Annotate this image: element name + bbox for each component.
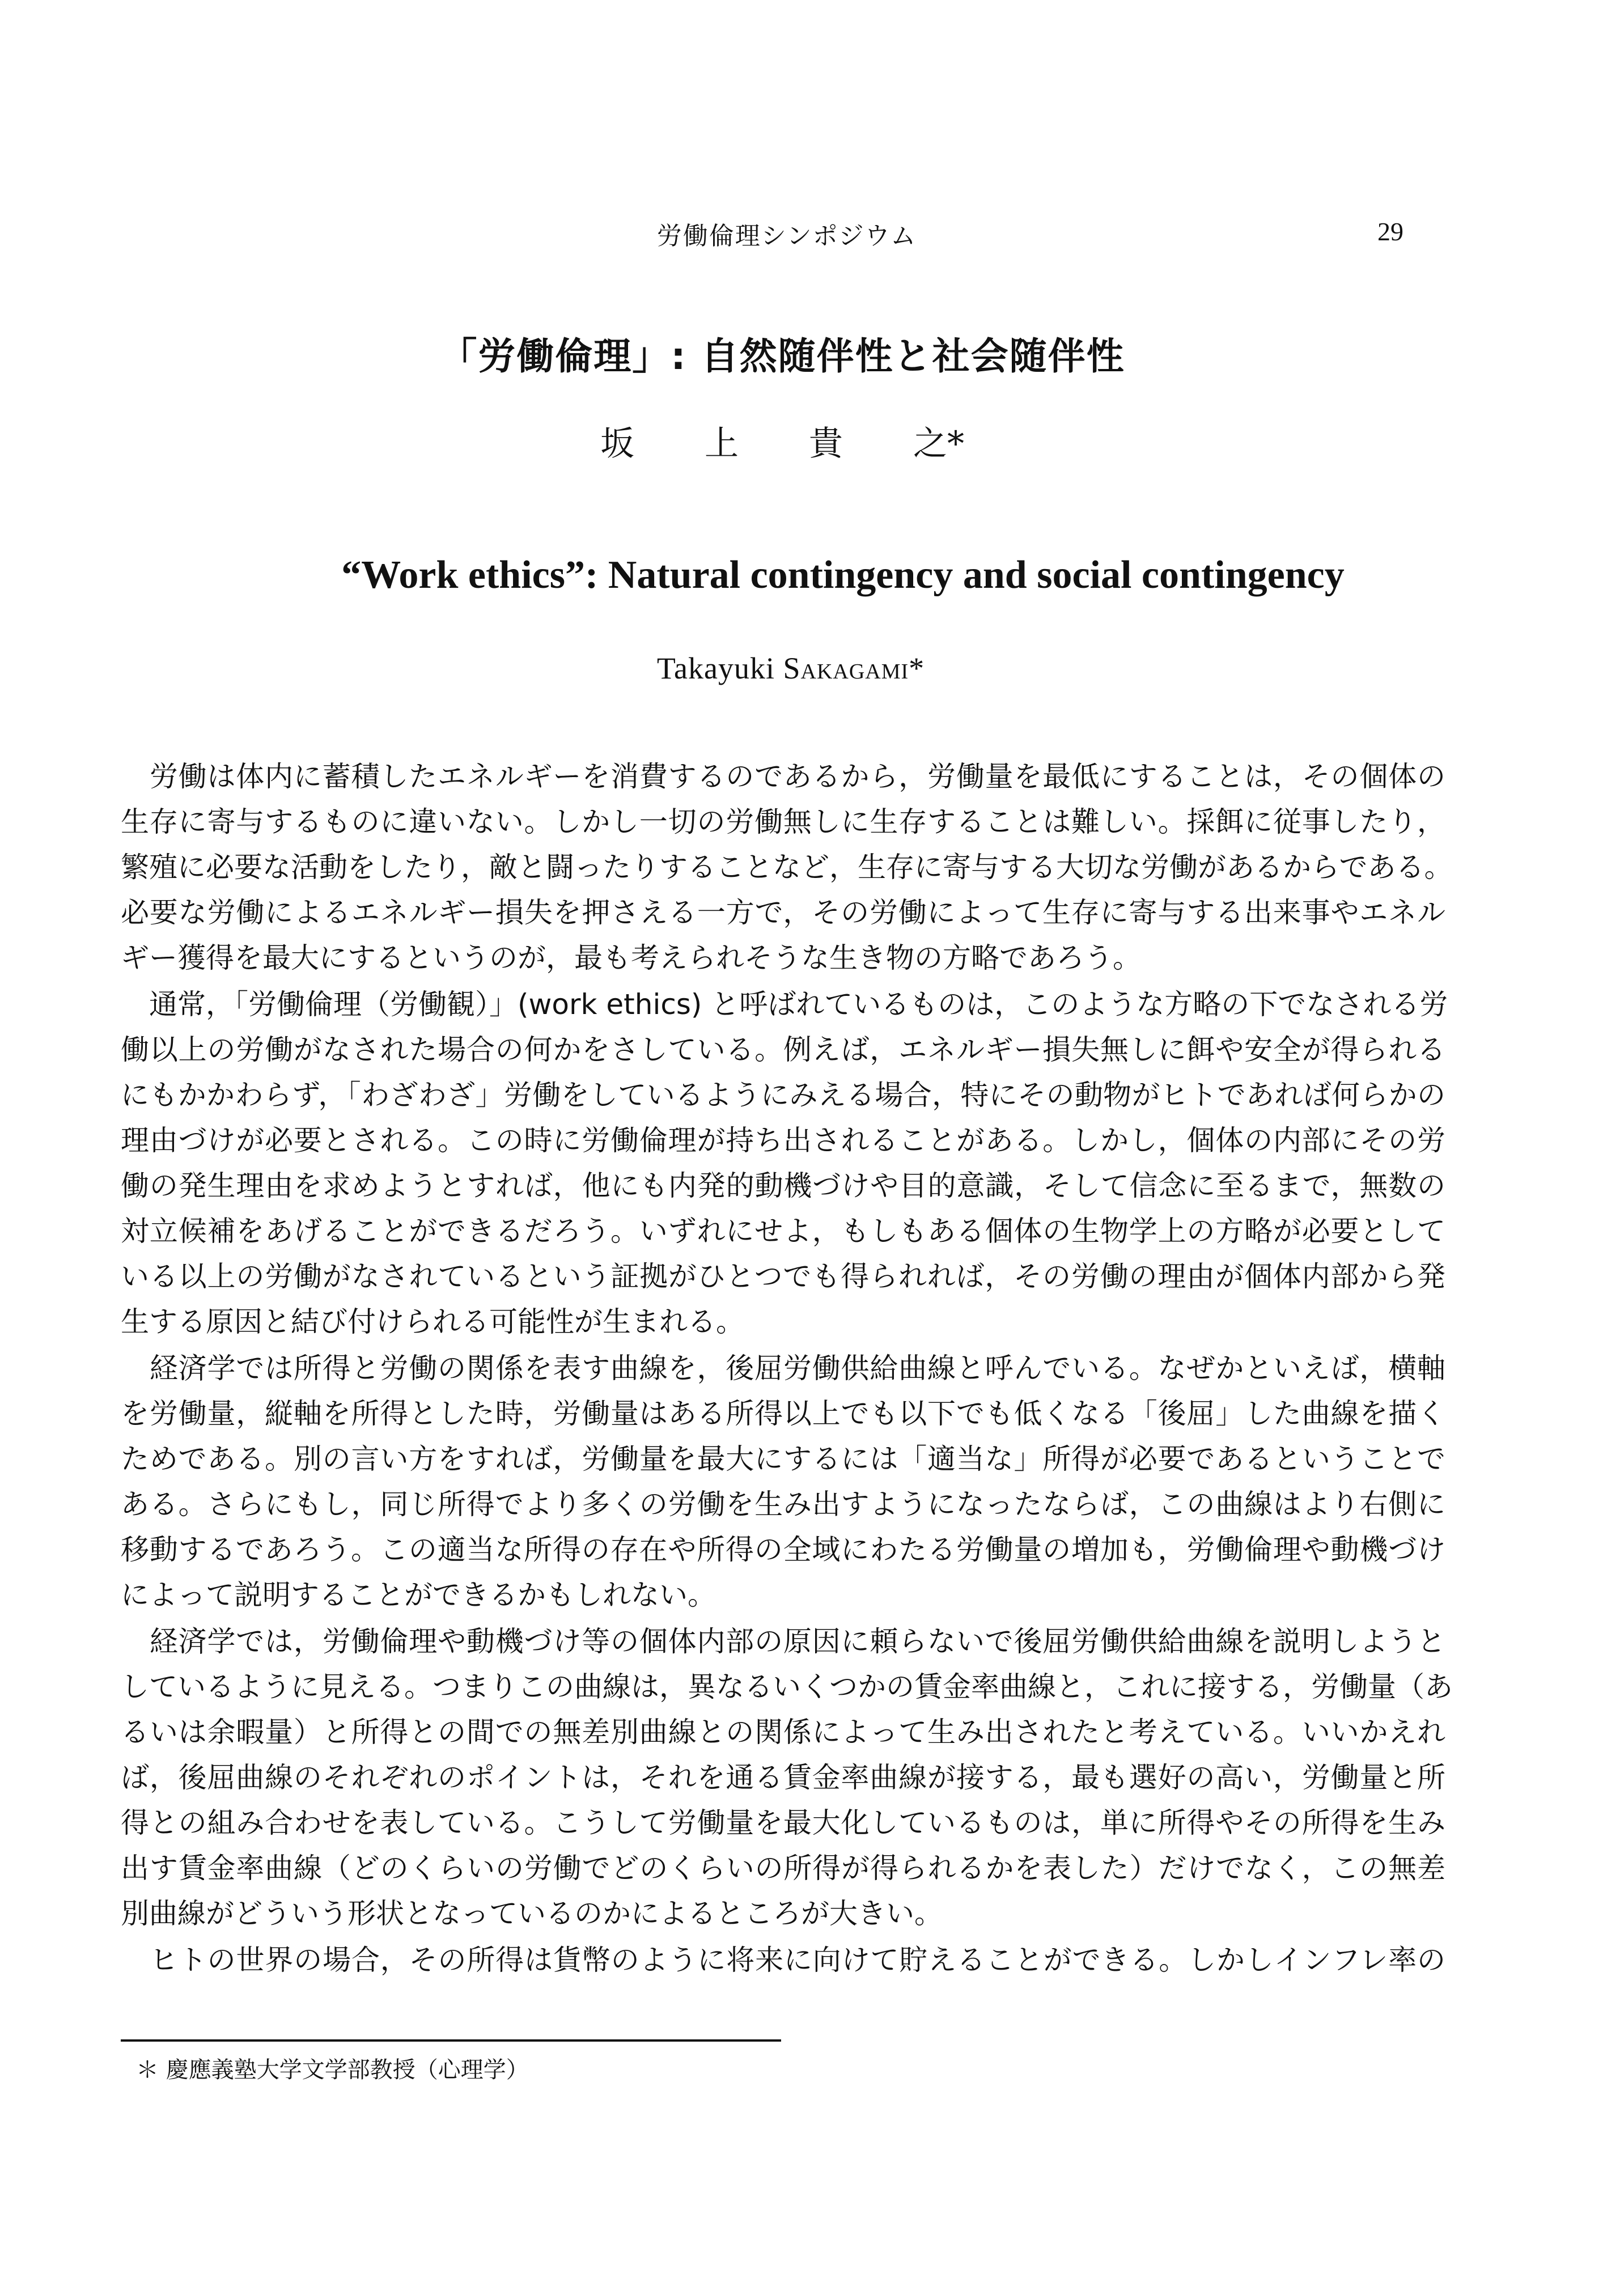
footnote-affiliation: ＊ 慶應義塾大学文学部教授（心理学） — [136, 2057, 529, 2083]
text-line: を労働量，縦軸を所得とした時，労働量はある所得以上でも以下でも低くなる「後屈」した曲線を描く — [121, 1397, 1445, 1430]
text-line: ある。さらにもし，同じ所得でより多くの労働を生み出すようになったならば，この曲線はより右側に — [121, 1488, 1445, 1521]
author-family-name: Sakagami — [783, 651, 909, 685]
footnote-divider — [121, 2039, 781, 2042]
running-header: 労働倫理シンポジウム — [656, 222, 917, 251]
text-line: によって説明することができるかもしれない。 — [121, 1579, 716, 1611]
paper-title-japanese: 「労働倫理」: 自然随伴性と社会随伴性 — [439, 334, 1125, 378]
text-line: しているように見える。つまりこの曲線は，異なるいくつかの賃金率曲線と，これに接する，労働量（あ — [121, 1670, 1453, 1703]
text-line: 得との組み合わせを表している。こうして労働量を最大化しているものは，単に所得やその所得を生み — [121, 1806, 1445, 1839]
text-line: 経済学では所得と労働の関係を表す曲線を，後屈労働供給曲線と呼んでいる。なぜかといえば，横軸 — [121, 1352, 1445, 1385]
text-line: 通常，「労働倫理（労働観）」(work ethics) と呼ばれているものは，このような方略の下でなされる労 — [121, 988, 1448, 1021]
author-char: 上 — [705, 424, 739, 464]
text-line: 労働は体内に蓄積したエネルギーを消費するのであるから，労働量を最低にすることは，その個体の — [121, 760, 1445, 793]
author-name-japanese — [0, 417, 1564, 465]
paragraph — [121, 1937, 1445, 1983]
author-char: 之* — [913, 424, 964, 464]
paragraph — [121, 1619, 1453, 1936]
paper-title-english: “Work ethics”: Natural contingency and social contingency — [341, 553, 1345, 597]
text-line: 対立候補をあげることができるだろう。いずれにせよ，もしもある個体の生物学上の方略が必要として — [121, 1215, 1445, 1248]
text-line: 出す賃金率曲線（どのくらいの労働でどのくらいの所得が得られるかを表した）だけでなく，この無差 — [121, 1852, 1445, 1885]
author-char: 坂 — [600, 424, 634, 464]
text-line: ためである。別の言い方をすれば，労働量を最大にするには「適当な」所得が必要であるということで — [121, 1443, 1445, 1475]
text-line: 繁殖に必要な活動をしたり，敵と闘ったりすることなど，生存に寄与する大切な労働があるからである。 — [121, 851, 1453, 884]
text-line: にもかかわらず，「わざわざ」労働をしているようにみえる場合，特にその動物がヒトであれば何らかの — [121, 1079, 1445, 1112]
text-line: 働の発生理由を求めようとすれば，他にも内発的動機づけや目的意識，そして信念に至るまで，無数の — [121, 1169, 1445, 1202]
text-line: ば，後屈曲線のそれぞれのポイントは，それを通る賃金率曲線が接する，最も選好の高い，労働量と所 — [121, 1761, 1445, 1794]
text-line: 移動するであろう。この適当な所得の存在や所得の全域にわたる労働量の増加も，労働倫理や動機づけ — [121, 1533, 1445, 1566]
page-number: 29 — [1377, 217, 1403, 246]
paragraph — [121, 1346, 1445, 1618]
text-line: 働以上の労働がなされた場合の何かをさしている。例えば，エネルギー損失無しに餌や安全が得られる — [121, 1033, 1445, 1066]
affiliation-mark: * — [909, 651, 925, 685]
text-line: 必要な労働によるエネルギー損失を押さえる一方で，その労働によって生存に寄与する出来事やエネル — [121, 896, 1445, 929]
text-line: ヒトの世界の場合，その所得は貨幣のように将来に向けて貯えることができる。しかしインフレ率の — [121, 1944, 1445, 1976]
paragraph — [121, 754, 1453, 981]
paragraph — [121, 982, 1448, 1344]
text-line: 別曲線がどういう形状となっているのかによるところが大きい。 — [121, 1897, 943, 1930]
text-line: 生する原因と結び付けられる可能性が生まれる。 — [121, 1305, 744, 1338]
text-line: 理由づけが必要とされる。この時に労働倫理が持ち出されることがある。しかし，個体の内部にその労 — [121, 1124, 1445, 1157]
text-line: ギー獲得を最大にするというのが，最も考えられそうな生き物の方略であろう。 — [121, 941, 1141, 974]
body-text — [121, 754, 1453, 1984]
text-line: 生存に寄与するものに違いない。しかし一切の労働無しに生存することは難しい。採餌に従事したり， — [121, 805, 1445, 838]
text-line: 経済学では，労働倫理や動機づけ等の個体内部の原因に頼らないで後屈労働供給曲線を説明しようと — [121, 1625, 1445, 1658]
author-char: 貴 — [809, 424, 843, 464]
author-name-english — [0, 651, 1581, 686]
author-given-name: Takayuki — [656, 651, 775, 685]
text-line: るいは余暇量）と所得との間での無差別曲線との関係によって生み出されたと考えている。いいかえれ — [121, 1716, 1445, 1749]
text-line: いる以上の労働がなされているという証拠がひとつでも得られれば，その労働の理由が個体内部から発 — [121, 1260, 1445, 1293]
